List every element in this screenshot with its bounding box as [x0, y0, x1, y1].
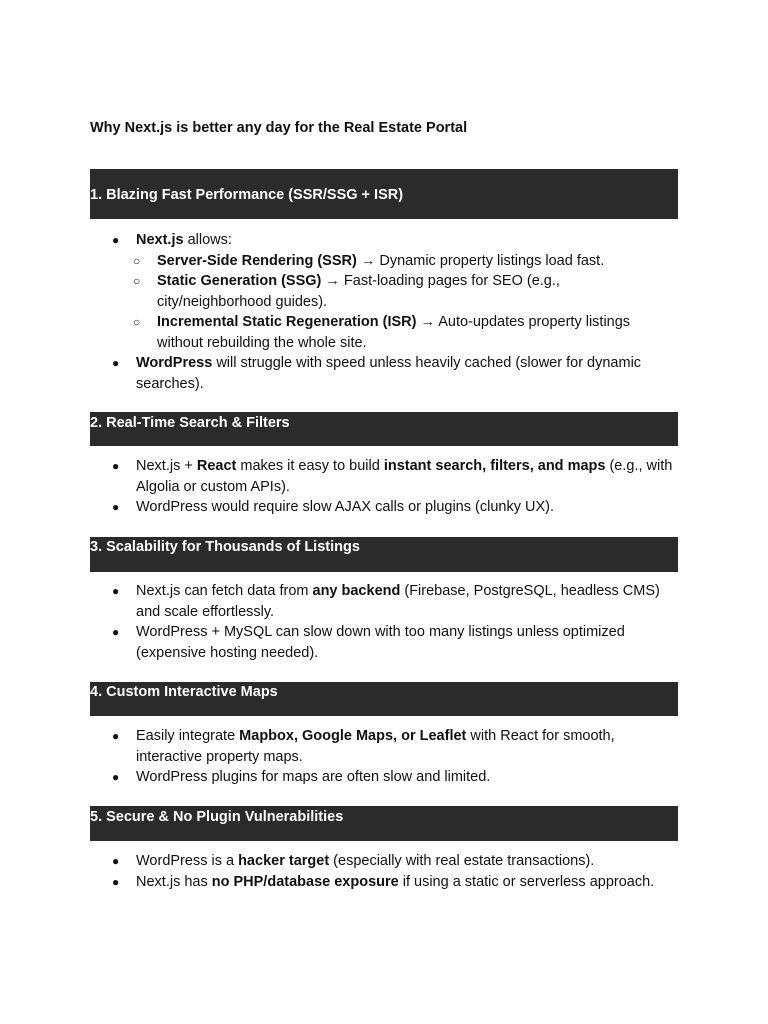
list-item: ○ Static Generation (SSG) → Fast-loading pages for SEO (e.g., city/neighborhood guides).: [133, 273, 560, 310]
bullet-icon: ●: [112, 770, 120, 784]
bullet-icon: ●: [112, 233, 120, 247]
list-item: ● WordPress will struggle with speed unless heavily cached (slower for dynamic searches).: [112, 355, 642, 392]
list-item: ● WordPress would require slow AJAX calls or plugins (clunky UX).: [112, 497, 678, 518]
bullet-icon: ●: [112, 500, 120, 514]
section-heading-scalability: [90, 537, 678, 572]
list-item: ○ Incremental Static Regeneration (ISR) → Auto-updates property listings without rebuilding the whole site.: [133, 314, 631, 351]
list-item: ● Next.js has no PHP/database exposure if using a static or serverless approach.: [112, 872, 678, 893]
section-heading-search: [90, 412, 678, 446]
bullet-icon: ●: [112, 874, 120, 889]
list-item: ● WordPress + MySQL can slow down with too many listings unless optimized (expensive hosting needed).: [112, 624, 625, 661]
section-heading-maps: [90, 682, 678, 716]
bullet-icon: ●: [112, 729, 120, 743]
list-item: ● WordPress plugins for maps are often slow and limited.: [112, 767, 678, 788]
bullet-list-scalability: [112, 581, 678, 663]
bullet-icon: ●: [112, 625, 120, 639]
bullet-list-search: [112, 456, 678, 518]
list-item: ● WordPress is a hacker target (especially with real estate transactions).: [112, 851, 678, 872]
list-item: ● Easily integrate Mapbox, Google Maps, or Leaflet with React for smooth, interactive property maps.: [112, 728, 615, 765]
section-heading-text: 4. Custom Interactive Maps: [90, 684, 278, 700]
bullet-icon: ●: [112, 584, 120, 598]
section-heading-performance: [90, 169, 678, 219]
section-heading-text: 2. Real-Time Search & Filters: [90, 415, 290, 431]
section-heading-text: 5. Secure & No Plugin Vulnerabilities: [90, 809, 344, 825]
sub-bullet-icon: ○: [133, 253, 141, 268]
section-heading-text: 3. Scalability for Thousands of Listings: [90, 539, 360, 555]
section-heading-text: 1. Blazing Fast Performance (SSR/SSG + ISR): [90, 187, 404, 203]
section-heading-security: [90, 806, 678, 841]
sub-list: [112, 251, 678, 354]
list-item: ● Next.js allows: ○ Server-Side Rendering (SSR) → Dynamic property listings load fast. ○ Static Generation (SSG) → Fast-loading pages for SEO (e.g., city/neighborhood guides). ○ Incremental Static Regeneration (ISR) → Auto-updates property listings without rebuilding the whole site.: [112, 230, 678, 353]
sub-bullet-icon: ○: [133, 315, 141, 329]
bullet-icon: ●: [112, 854, 120, 868]
bullet-icon: ●: [112, 459, 120, 473]
bullet-list-security: [112, 851, 678, 892]
page-title: Why Next.js is better any day for the Real Estate Portal: [90, 120, 468, 136]
sub-bullet-icon: ○: [133, 274, 141, 288]
bullet-list-performance: [112, 230, 678, 394]
list-item: ● Next.js + React makes it easy to build instant search, filters, and maps (e.g., with Algolia or custom APIs).: [112, 458, 673, 495]
list-item: ● Next.js can fetch data from any backend (Firebase, PostgreSQL, headless CMS) and scale effortlessly.: [112, 583, 660, 620]
list-item: ○ Server-Side Rendering (SSR) → Dynamic property listings load fast.: [112, 251, 678, 272]
bullet-icon: ●: [112, 356, 120, 370]
bullet-list-maps: [112, 726, 678, 788]
